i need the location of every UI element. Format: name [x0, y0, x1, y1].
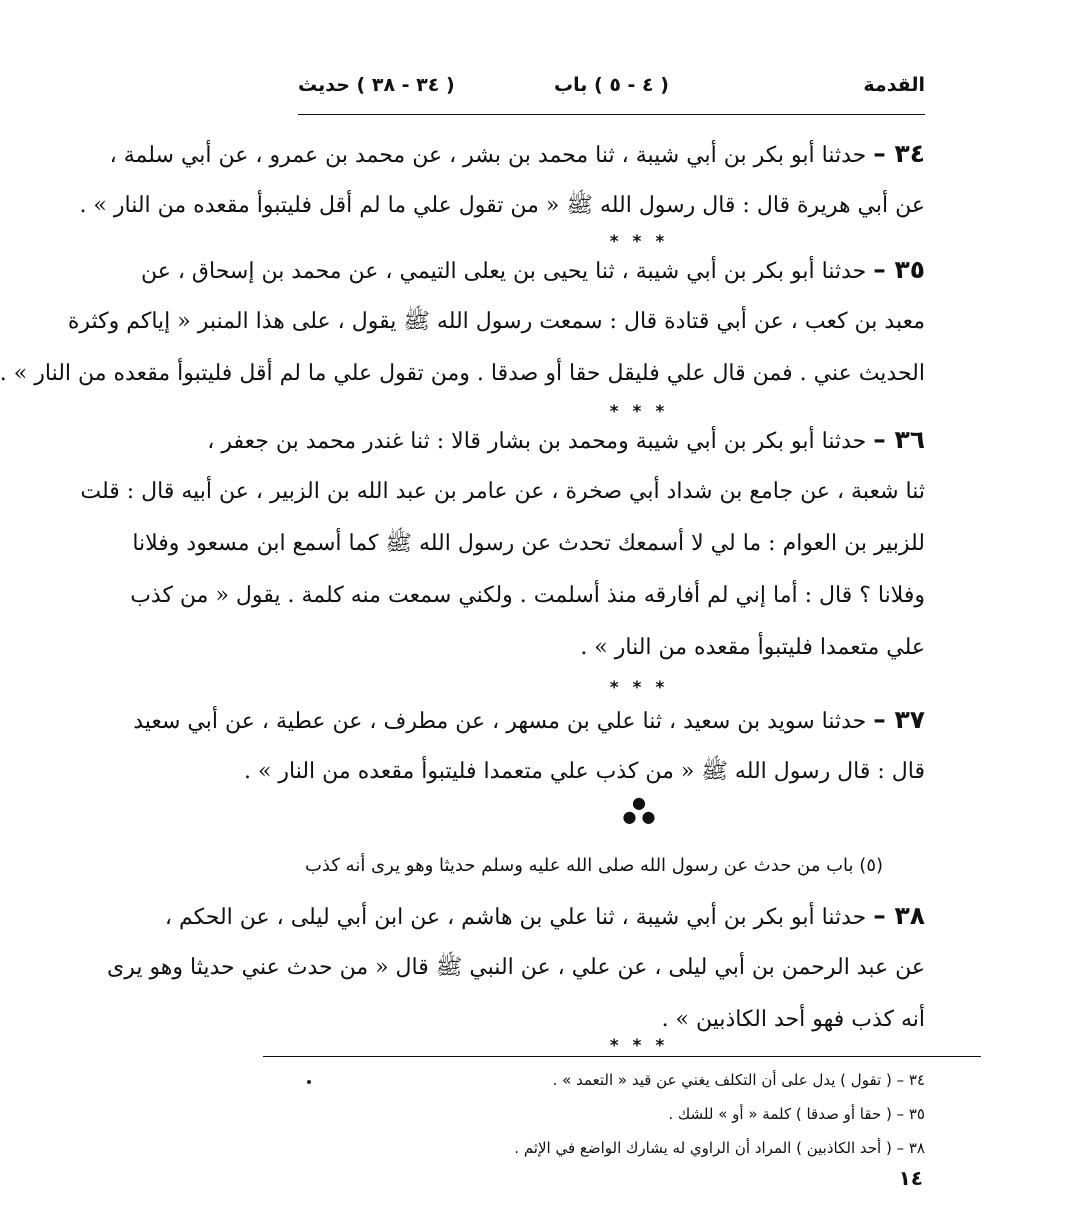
hadith-line: ثنا شعبة ، عن جامع بن شداد أبي صخرة ، عن عامر بن عبد الله بن الزبير ، عن أبيه قال : قلت — [80, 479, 925, 504]
hadith-36 — [80, 414, 925, 674]
hadith-38 — [106, 890, 925, 1046]
hadith-34 — [79, 128, 925, 232]
footnote-rule — [263, 1056, 981, 1057]
hadith-line: معبد بن كعب ، عن أبي قتادة قال : سمعت رسول الله ﷺ يقول ، على هذا المنبر « إياكم وكثرة — [67, 309, 925, 334]
hadith-line: الحديث عني . فمن قال علي فليقل حقا أو صدقا . ومن تقول علي ما لم أقل فليتبوأ مقعده من النار » . — [0, 361, 925, 386]
hadith-number: ٣٦ – — [873, 425, 925, 454]
separator-stars: * * * — [609, 232, 669, 252]
hadith-line: ٣٤ – حدثنا أبو بكر بن أبي شيبة ، ثنا محمد بن بشر ، عن محمد بن عمرو ، عن أبي سلمة ، — [109, 139, 925, 168]
footnote: ٣٨ – ( أحد الكاذبين ) المراد أن الراوي له يشارك الواضع في الإثم . — [514, 1139, 925, 1157]
footnotes — [263, 1063, 925, 1165]
end-mark: ● ● ● — [622, 793, 656, 826]
header-hadith-range: ( ٣٤ - ٣٨ ) حديث — [298, 74, 455, 96]
footnote: ٣٤ – ( تقول ) يدل على أن التكلف يغني عن قيد « التعمد » . — [552, 1071, 925, 1089]
hadith-line: عن أبي هريرة قال : قال رسول الله ﷺ « من تقول علي ما لم أقل فليتبوأ مقعده من النار » . — [79, 193, 925, 218]
separator-stars: * * * — [609, 1036, 669, 1056]
hadith-line: وفلانا ؟ قال : أما إني لم أفارقه منذ أسلمت . ولكني سمعت منه كلمة . يقول « من كذب — [130, 583, 925, 608]
hadith-line: عن عبد الرحمن بن أبي ليلى ، عن علي ، عن النبي ﷺ قال « من حدث عني حديثا وهو يرى — [106, 955, 925, 980]
page-number: ١٤ — [898, 1166, 923, 1190]
chapter-heading: (٥) باب من حدث عن رسول الله صلى الله عليه وسلم حديثا وهو يرى أنه كذب — [304, 855, 884, 876]
header-book-title: القدمة — [863, 74, 925, 96]
hadith-line: علي متعمدا فليتبوأ مقعده من النار » . — [580, 635, 925, 660]
hadith-number: ٣٤ – — [873, 139, 925, 168]
header-rule — [298, 114, 925, 115]
hadith-number: ٣٨ – — [873, 901, 925, 930]
header-chapter-ref: ( ٤ - ٥ ) باب — [554, 74, 669, 96]
hadith-number: ٣٥ – — [873, 255, 925, 284]
footnote: ٣٥ – ( حقا أو صدقا ) كلمة « أو » للشك . — [668, 1105, 925, 1123]
separator-stars: * * * — [609, 678, 669, 698]
hadith-35 — [0, 244, 925, 400]
margin-dot — [307, 1080, 311, 1084]
hadith-line: أنه كذب فهو أحد الكاذبين » . — [661, 1007, 925, 1032]
running-header — [298, 74, 925, 106]
hadith-line: ٣٧ – حدثنا سويد بن سعيد ، ثنا علي بن مسهر ، عن مطرف ، عن عطية ، عن أبي سعيد — [133, 705, 925, 734]
hadith-line: ٣٦ – حدثنا أبو بكر بن أبي شيبة ومحمد بن بشار قالا : ثنا غندر محمد بن جعفر ، — [207, 425, 925, 454]
hadith-line: قال : قال رسول الله ﷺ « من كذب علي متعمدا فليتبوأ مقعده من النار » . — [243, 759, 925, 784]
hadith-line: ٣٥ – حدثنا أبو بكر بن أبي شيبة ، ثنا يحيى بن يعلى التيمي ، عن محمد بن إسحاق ، عن — [140, 255, 925, 284]
separator-stars: * * * — [609, 402, 669, 422]
hadith-number: ٣٧ – — [873, 705, 925, 734]
hadith-37 — [133, 694, 925, 798]
hadith-line: ٣٨ – حدثنا أبو بكر بن أبي شيبة ، ثنا علي بن هاشم ، عن ابن أبي ليلى ، عن الحكم ، — [164, 901, 925, 930]
hadith-line: للزبير بن العوام : ما لي لا أسمعك تحدث عن رسول الله ﷺ كما أسمع ابن مسعود وفلانا — [132, 531, 925, 556]
